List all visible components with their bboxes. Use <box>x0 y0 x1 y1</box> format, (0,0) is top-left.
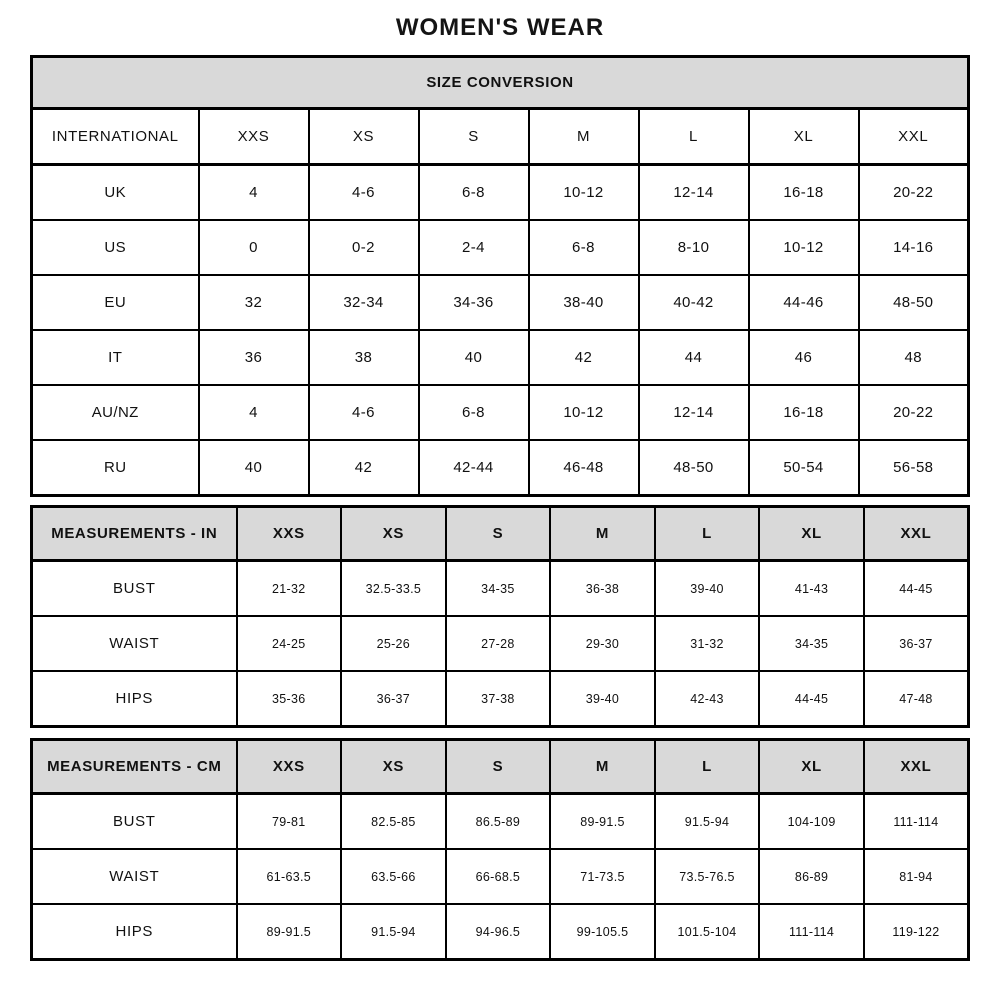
table-cell: 20-22 <box>859 385 969 440</box>
table-cell: 86-89 <box>759 849 864 904</box>
table-cell: 46-48 <box>529 440 639 496</box>
column-header-xs: XS <box>341 507 446 561</box>
table-cell: 36-37 <box>341 671 446 727</box>
table-cell: 4 <box>199 165 309 221</box>
table-cell: 42-44 <box>419 440 529 496</box>
row-label: RU <box>32 440 199 496</box>
table-cell: 14-16 <box>859 220 969 275</box>
table-cell: 8-10 <box>639 220 749 275</box>
table-cell: 48-50 <box>639 440 749 496</box>
table-cell: 36-37 <box>864 616 969 671</box>
table-cell: 31-32 <box>655 616 760 671</box>
row-label: HIPS <box>32 671 237 727</box>
column-header-xxl: XXL <box>864 740 969 794</box>
table-row-hips-cm <box>32 904 969 960</box>
table-cell: 6-8 <box>529 220 639 275</box>
column-header-xl: XL <box>749 109 859 165</box>
column-header-xxl: XXL <box>859 109 969 165</box>
table-cell: 73.5-76.5 <box>655 849 760 904</box>
column-header-xxs: XXS <box>237 740 342 794</box>
table-cell: 40-42 <box>639 275 749 330</box>
table-cell: 38-40 <box>529 275 639 330</box>
table-cell: 37-38 <box>446 671 551 727</box>
column-header-xl: XL <box>759 740 864 794</box>
table-cell: 50-54 <box>749 440 859 496</box>
column-header-xl: XL <box>759 507 864 561</box>
table-cell: 29-30 <box>550 616 655 671</box>
table-cell: 44-46 <box>749 275 859 330</box>
column-header-xxs: XXS <box>237 507 342 561</box>
column-header-s: S <box>446 740 551 794</box>
row-label: EU <box>32 275 199 330</box>
measurements-in-title: MEASUREMENTS - IN <box>32 507 237 561</box>
table-row-ru <box>32 440 969 496</box>
table-row-hips-in <box>32 671 969 727</box>
size-conversion-table <box>30 55 970 497</box>
table-cell: 12-14 <box>639 385 749 440</box>
table-cell: 47-48 <box>864 671 969 727</box>
table-cell: 42 <box>309 440 419 496</box>
table-cell: 32 <box>199 275 309 330</box>
measurements-cm-title: MEASUREMENTS - CM <box>32 740 237 794</box>
table-cell: 101.5-104 <box>655 904 760 960</box>
table-cell: 91.5-94 <box>341 904 446 960</box>
row-label: WAIST <box>32 616 237 671</box>
size-conversion-header-row <box>32 109 969 165</box>
measurements-in-header-row <box>32 507 969 561</box>
table-row-it <box>32 330 969 385</box>
column-header-l: L <box>655 507 760 561</box>
table-cell: 44-45 <box>759 671 864 727</box>
table-cell: 111-114 <box>759 904 864 960</box>
table-cell: 36-38 <box>550 561 655 617</box>
table-cell: 10-12 <box>529 165 639 221</box>
table-cell: 40 <box>199 440 309 496</box>
table-row-us <box>32 220 969 275</box>
row-label: HIPS <box>32 904 237 960</box>
column-header-m: M <box>550 740 655 794</box>
table-cell: 79-81 <box>237 794 342 850</box>
table-cell: 38 <box>309 330 419 385</box>
row-label: IT <box>32 330 199 385</box>
size-conversion-title: SIZE CONVERSION <box>32 57 969 109</box>
table-row-waist-in <box>32 616 969 671</box>
table-cell: 6-8 <box>419 385 529 440</box>
column-header-m: M <box>529 109 639 165</box>
row-label: AU/NZ <box>32 385 199 440</box>
column-header-xxl: XXL <box>864 507 969 561</box>
column-header-xs: XS <box>309 109 419 165</box>
table-cell: 48 <box>859 330 969 385</box>
row-label: BUST <box>32 794 237 850</box>
table-cell: 0-2 <box>309 220 419 275</box>
table-cell: 16-18 <box>749 385 859 440</box>
table-cell: 42-43 <box>655 671 760 727</box>
table-cell: 71-73.5 <box>550 849 655 904</box>
table-cell: 10-12 <box>529 385 639 440</box>
table-row-aunz <box>32 385 969 440</box>
table-cell: 12-14 <box>639 165 749 221</box>
table-cell: 63.5-66 <box>341 849 446 904</box>
column-header-xs: XS <box>341 740 446 794</box>
table-cell: 111-114 <box>864 794 969 850</box>
table-cell: 35-36 <box>237 671 342 727</box>
table-cell: 56-58 <box>859 440 969 496</box>
table-cell: 4-6 <box>309 385 419 440</box>
table-cell: 24-25 <box>237 616 342 671</box>
page-title: WOMEN'S WEAR <box>395 14 605 41</box>
column-header-l: L <box>639 109 749 165</box>
table-row-bust-cm <box>32 794 969 850</box>
table-cell: 6-8 <box>419 165 529 221</box>
row-label: WAIST <box>32 849 237 904</box>
table-row-eu <box>32 275 969 330</box>
column-header-international: INTERNATIONAL <box>32 109 199 165</box>
table-cell: 39-40 <box>655 561 760 617</box>
table-cell: 36 <box>199 330 309 385</box>
table-cell: 44 <box>639 330 749 385</box>
table-cell: 44-45 <box>864 561 969 617</box>
measurements-cm-header-row <box>32 740 969 794</box>
measurements-cm-table <box>30 738 970 961</box>
table-cell: 27-28 <box>446 616 551 671</box>
table-cell: 20-22 <box>859 165 969 221</box>
column-header-xxs: XXS <box>199 109 309 165</box>
table-row-waist-cm <box>32 849 969 904</box>
table-cell: 40 <box>419 330 529 385</box>
table-cell: 94-96.5 <box>446 904 551 960</box>
row-label: UK <box>32 165 199 221</box>
table-cell: 41-43 <box>759 561 864 617</box>
column-header-s: S <box>419 109 529 165</box>
table-cell: 99-105.5 <box>550 904 655 960</box>
column-header-m: M <box>550 507 655 561</box>
table-row-uk <box>32 165 969 221</box>
column-header-s: S <box>446 507 551 561</box>
table-cell: 21-32 <box>237 561 342 617</box>
table-cell: 91.5-94 <box>655 794 760 850</box>
table-cell: 0 <box>199 220 309 275</box>
table-row-bust-in <box>32 561 969 617</box>
table-cell: 34-35 <box>759 616 864 671</box>
table-cell: 2-4 <box>419 220 529 275</box>
table-cell: 10-12 <box>749 220 859 275</box>
table-cell: 89-91.5 <box>550 794 655 850</box>
measurements-in-table <box>30 505 970 728</box>
table-cell: 34-36 <box>419 275 529 330</box>
table-cell: 4-6 <box>309 165 419 221</box>
table-cell: 82.5-85 <box>341 794 446 850</box>
table-cell: 32.5-33.5 <box>341 561 446 617</box>
table-cell: 25-26 <box>341 616 446 671</box>
table-cell: 81-94 <box>864 849 969 904</box>
table-cell: 32-34 <box>309 275 419 330</box>
row-label: BUST <box>32 561 237 617</box>
table-cell: 46 <box>749 330 859 385</box>
table-cell: 4 <box>199 385 309 440</box>
table-cell: 61-63.5 <box>237 849 342 904</box>
table-cell: 34-35 <box>446 561 551 617</box>
table-cell: 66-68.5 <box>446 849 551 904</box>
table-cell: 89-91.5 <box>237 904 342 960</box>
table-cell: 48-50 <box>859 275 969 330</box>
table-cell: 42 <box>529 330 639 385</box>
table-cell: 39-40 <box>550 671 655 727</box>
table-cell: 16-18 <box>749 165 859 221</box>
table-cell: 86.5-89 <box>446 794 551 850</box>
column-header-l: L <box>655 740 760 794</box>
table-cell: 104-109 <box>759 794 864 850</box>
row-label: US <box>32 220 199 275</box>
table-cell: 119-122 <box>864 904 969 960</box>
table-title-row <box>32 57 969 109</box>
